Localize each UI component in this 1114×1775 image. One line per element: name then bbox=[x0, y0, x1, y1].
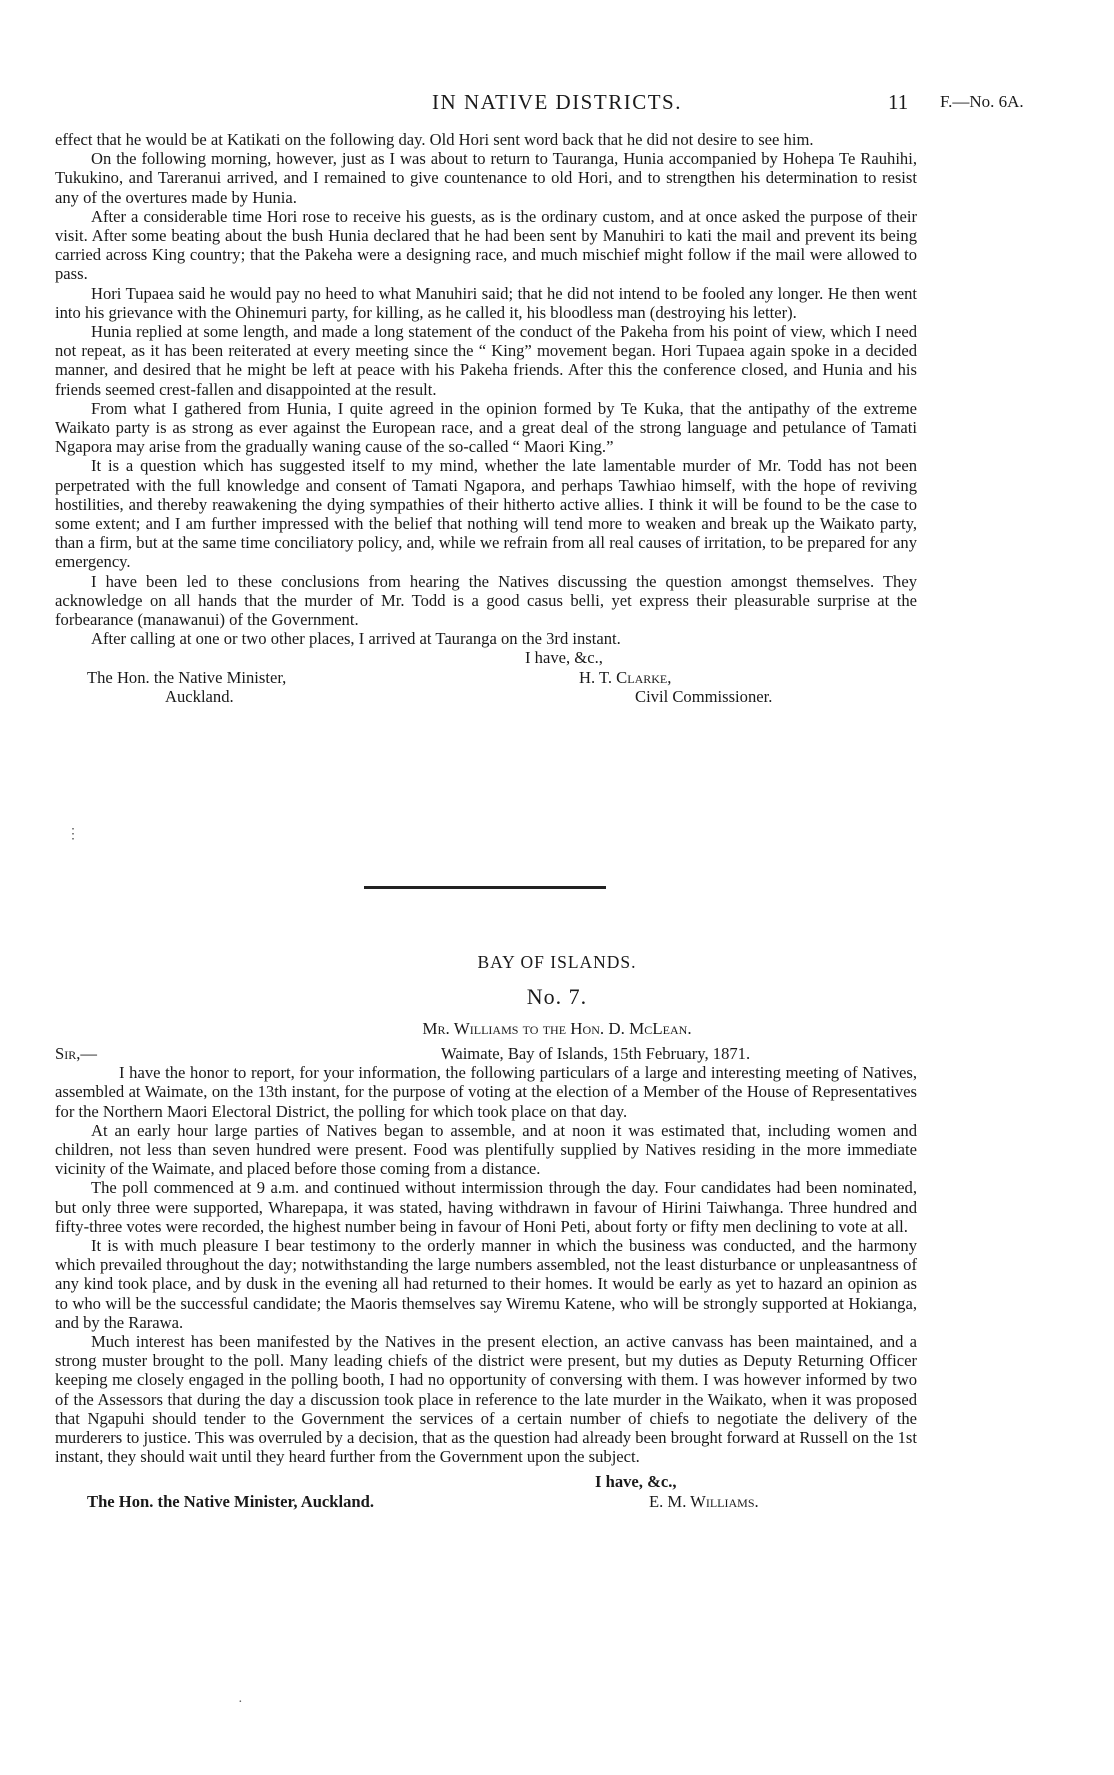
margin-mark: ⋮ bbox=[66, 827, 80, 842]
letter2-paragraph: I have the honor to report, for your information, the following particulars of a large and interesting meeting of Natives, assembled at Waimate, on the 13th instant, for the purpose of voting at the election of a Member of the House of Representatives for the Northern Maori Electoral District, the polling for which took place on that day. bbox=[55, 1063, 917, 1121]
letter1-paragraph: It is a question which has suggested itself to my mind, whether the late lamentable murder of Mr. Todd has not been perpetrated with the full knowledge and consent of Tamati Ngapora, and perhaps Tawhiao himself, with the hope of reviving hostilities, and thereby reawakening the dying sympathies of their hitherto active allies. I think it will be found to be the case to some extent; and I am further impressed with the belief that nothing will tend more to weaken and break up the Waikato party, than a firm, but at the same time conciliatory policy, and, while we refrain from all real causes of irritation, to be prepared for any emergency. bbox=[55, 456, 917, 572]
letter2-paragraph: The poll commenced at 9 a.m. and continued without intermission through the day. Four candidates had been nominated, but only three were supported, Wharepapa, it was stated, having withdrawn in favour of Hirini Taiwhanga. Three hundred and fifty-three votes were recorded, the highest number being in favour of Honi Peti, about forty or fifty men declining to vote at all. bbox=[55, 1178, 917, 1236]
letter-number: No. 7. bbox=[526, 984, 588, 1009]
page-number: 11 bbox=[888, 90, 909, 114]
letter1-paragraph: After a considerable time Hori rose to receive his guests, as is the ordinary custom, and at once asked the purpose of their visit. After some beating about the bush Hunia declared that he had been sent by Manuhiri to kati the mail and prevent its being carried across King country; that the Pakeha were a designing race, and much mischief might follow if the mail were allowed to pass. bbox=[55, 206, 917, 284]
paper-reference: F.—No. 6A. bbox=[940, 92, 1024, 111]
letter1-body bbox=[55, 130, 917, 706]
letter2-paragraph: At an early hour large parties of Natives began to assemble, and at noon it was estimated that, including women and children, not less than seven hundred were present. Food was plentifully supplied by Natives residing in the more immediate vicinity of the Waimate, and placed before those coming from a distance. bbox=[55, 1120, 917, 1179]
letter1-closing-row bbox=[55, 648, 917, 667]
letter1-paragraph: I have been led to these conclusions from hearing the Natives discussing the question amongst themselves. They acknowledge on all hands that the murder of Mr. Todd is a good casus belli, yet express their pleasurable surprise at the forbearance (manawanui) of the Government. bbox=[55, 571, 917, 630]
margin-mark: · bbox=[238, 1695, 243, 1710]
letter1-signature-row2 bbox=[55, 687, 917, 706]
letter2-recipient: The Hon. the Native Minister, Auckland. bbox=[87, 1491, 375, 1511]
letter2-closing: I have, &c., bbox=[595, 1472, 677, 1492]
letter-from-to: Mr. Williams to the Hon. D. McLean. bbox=[422, 1019, 692, 1038]
dateline: Waimate, Bay of Islands, 15th February, 1871. bbox=[441, 1044, 751, 1063]
letter1-signature-name: H. T. Clarke, bbox=[579, 667, 672, 687]
letter1-closing: I have, &c., bbox=[525, 648, 603, 668]
letter1-signature-row bbox=[55, 668, 917, 687]
letter1-paragraph: After calling at one or two other places, I arrived at Tauranga on the 3rd instant. bbox=[91, 629, 621, 649]
letter2-closing-row bbox=[55, 1472, 917, 1491]
section-divider bbox=[364, 886, 606, 889]
letter1-recipient-line2: Auckland. bbox=[165, 686, 234, 706]
running-header-title: IN NATIVE DISTRICTS. bbox=[432, 90, 682, 114]
letter1-signature-title: Civil Commissioner. bbox=[635, 686, 773, 706]
letter1-recipient-line1: The Hon. the Native Minister, bbox=[87, 667, 287, 687]
letter2-signature-row bbox=[55, 1492, 917, 1511]
letter1-paragraph: From what I gathered from Hunia, I quite agreed in the opinion formed by Te Kuka, that the antipathy of the extreme Waikato party is as strong as ever against the European race, and a great deal of the strong language and petulance of Tamati Ngapora may arise from the gradually waning cause of the so-called “ Maori King.” bbox=[55, 398, 917, 457]
letter2-signature-name: E. M. Williams. bbox=[649, 1491, 759, 1511]
letter2-body bbox=[55, 1044, 917, 1511]
letter1-paragraph: On the following morning, however, just as I was about to return to Tauranga, Hunia accompanied by Hohepa Te Rauhihi, Tukukino, and Tareranui arrived, and I remained to give countenance to old Hori, and to strengthen his determination to resist any of the overtures made by Hunia. bbox=[55, 149, 917, 207]
letter1-paragraph: effect that he would be at Katikati on the following day. Old Hori sent word back that he did not desire to see him. bbox=[55, 130, 814, 149]
salutation: Sir,— bbox=[55, 1044, 97, 1063]
letter2-paragraph: Much interest has been manifested by the Natives in the present election, an active canvass has been maintained, and a strong muster brought to the poll. Many leading chiefs of the district were present, but my duties as Deputy Returning Officer keeping me closely engaged in the polling booth, I had no opportunity of conversing with them. I was however informed by two of the Assessors that during the day a discussion took place in reference to the late murder in the Waikato, when it was proposed that Ngapuhi should tender to the Government the services of a certain number of chiefs to negotiate the delivery of the murderers to justice. This was overruled by a decision, that as the question had already been brought forward at Russell on the 1st instant, they should wait until they heard further from the Government upon the subject. bbox=[55, 1332, 917, 1467]
letter1-paragraph: Hunia replied at some length, and made a long statement of the conduct of the Pakeha from his point of view, which I need not repeat, as it has been reiterated at every meeting since the “ King” movement began. Hori Tupaea again spoke in a decided manner, and desired that he might be left at peace with his Pakeha friends. After this the conference closed, and Hunia and his friends seemed crest-fallen and disappointed at the result. bbox=[55, 322, 917, 399]
letter1-paragraph: Hori Tupaea said he would pay no heed to what Manuhiri said; that he did not intend to be fooled any longer. He then went into his grievance with the Ohinemuri party, for killing, as he called it, his bloodless man (destroying his letter). bbox=[55, 283, 917, 322]
salutation-row bbox=[55, 1044, 917, 1063]
letter2-paragraph: It is with much pleasure I bear testimony to the orderly manner in which the business was conducted, and the harmony which prevailed throughout the day; notwithstanding the large numbers assembled, not the least disturbance or unpleasantness of any kind took place, and by dusk in the evening all had returned to their homes. It would be early as yet to hazard an opinion as to who will be the successful candidate; the Maoris themselves say Wiremu Katene, who will be strongly supported at Hokianga, and by the Rarawa. bbox=[55, 1236, 917, 1332]
section-title: BAY OF ISLANDS. bbox=[477, 952, 637, 972]
